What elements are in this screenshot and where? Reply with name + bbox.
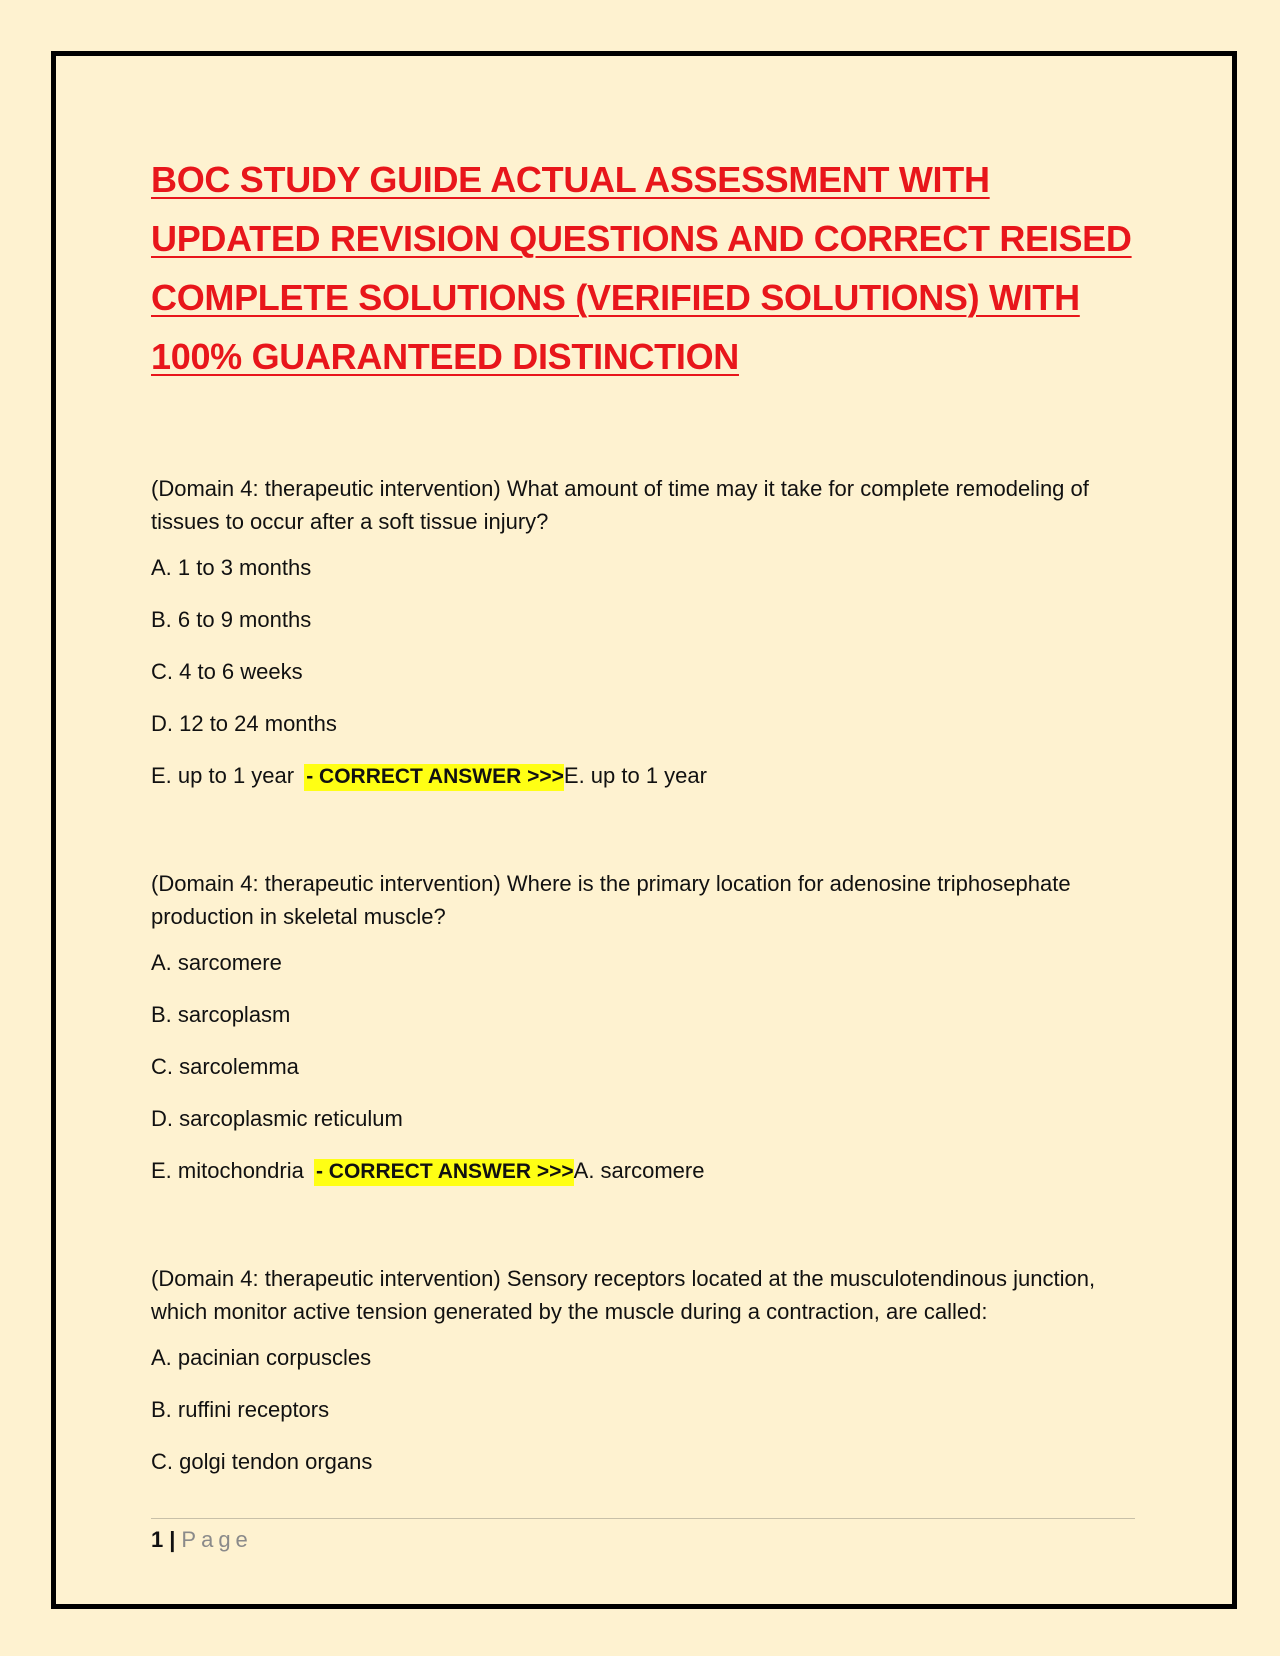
footer-separator: |: [169, 1527, 176, 1552]
question-text: (Domain 4: therapeutic intervention) Sensory receptors located at the musculotendinous junction, which monitor active tension generated by the muscle during a contraction, are called:: [151, 1266, 1096, 1324]
option-a: A. pacinian corpuscles: [151, 1345, 372, 1370]
question-text: (Domain 4: therapeutic intervention) What amount of time may it take for complete remodeling of tissues to occur after a soft tissue injury?: [151, 476, 1089, 534]
option-c: C. golgi tendon organs: [151, 1449, 373, 1474]
option-e: [151, 1158, 1136, 1184]
option-e-text: E. up to 1 year: [151, 763, 295, 788]
option-e-text: E. mitochondria: [151, 1158, 304, 1183]
question-3: [151, 1262, 1136, 1475]
question-2: [151, 867, 1136, 1184]
option-b: B. 6 to 9 months: [151, 607, 312, 632]
option-b: B. ruffini receptors: [151, 1397, 330, 1422]
question-text: (Domain 4: therapeutic intervention) Where is the primary location for adenosine triphosephate production in skeletal muscle?: [151, 871, 1071, 929]
options-list: [151, 555, 1136, 789]
question-1: [151, 472, 1136, 789]
option-d: D. 12 to 24 months: [151, 711, 337, 736]
page-content: [151, 150, 1136, 1501]
option-a: A. 1 to 3 months: [151, 555, 312, 580]
option-c: C. 4 to 6 weeks: [151, 659, 303, 684]
correct-answer-label: - CORRECT ANSWER >>>: [314, 1159, 574, 1186]
option-e: [151, 763, 1136, 789]
page-footer: [151, 1518, 1135, 1553]
option-d: D. sarcoplasmic reticulum: [151, 1106, 403, 1131]
option-b: B. sarcoplasm: [151, 1002, 291, 1027]
correct-answer-label: - CORRECT ANSWER >>>: [304, 764, 564, 791]
options-list: [151, 1345, 1136, 1475]
option-a: A. sarcomere: [151, 950, 282, 975]
option-c: C. sarcolemma: [151, 1054, 299, 1079]
page-number: 1: [151, 1527, 164, 1552]
document-title: BOC STUDY GUIDE ACTUAL ASSESSMENT WITH UPDATED REVISION QUESTIONS AND CORRECT REISED COMPLETE SOLUTIONS (VERIFIED SOLUTIONS) WITH 100% GUARANTEED DISTINCTION: [151, 159, 1132, 377]
options-list: [151, 950, 1136, 1184]
correct-answer-value: A. sarcomere: [573, 1158, 705, 1183]
page-label: Page: [181, 1527, 253, 1552]
correct-answer-value: E. up to 1 year: [563, 763, 707, 788]
